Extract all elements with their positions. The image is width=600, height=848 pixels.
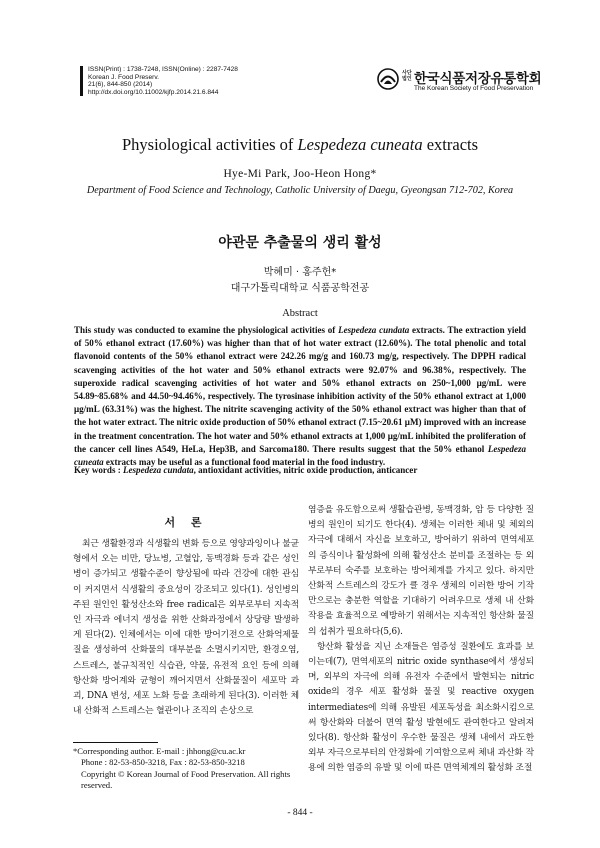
introduction-heading: 서 론 bbox=[164, 516, 208, 529]
society-name-kr: 한국식품저장유통학회 bbox=[414, 71, 542, 87]
body-column-right bbox=[308, 503, 534, 777]
volume-line: 21(6), 844-850 (2014) bbox=[88, 81, 153, 89]
korean-authors: 박혜미 · 홍주헌* bbox=[263, 267, 337, 278]
keywords: Key words : Lespedeza cundata, antioxidant activities, nitric oxide production, anticancer bbox=[74, 465, 418, 475]
paper-title: Physiological activities of Lespedeza cuneata extracts bbox=[121, 135, 479, 154]
intro-paragraph: 최근 생활환경과 식생활의 변화 등으로 영양과잉이나 불균형에서 오는 비만, 당뇨병, 고혈압, 동맥경화 등과 같은 성인병이 증가되고 생활수준이 향상됨에 따라 건강에 대한 관심이 커지면서 식생활의 중요성이 강조되고 있다(1). 성인병의 주된 원인인 활성산소와 free radical은 외부로부터 지속적인 자극과 에너지 생성을 위한 산화과정에서 상당량 발생하게 된다(2). 인체에서는 이에 대한 방어기전으로 산화억제물질을 생성하여 산화물의 대부분을 소멸시키지만, 환경오염, 스트레스, 불규칙적인 식습관, 약물, 유전적 요인 등에 의해 항산화 방어계와 균형이 깨어지면서 산화물질이 세포막 과괴, DNA 변성, 세포 노화 등을 초래하게 된다(3). 이러한 체내 산화적 스트레스는 혈관이나 조직의 손상으로 bbox=[73, 539, 299, 717]
header-bar bbox=[80, 66, 83, 96]
title-species: Lespedeza cuneata bbox=[297, 135, 423, 154]
contact-phone: Phone : 82-53-850-3218, Fax : 82-53-850-3218 bbox=[81, 757, 245, 768]
intro-paragraph: 염증을 유도함으로써 생활습관병, 동맥경화, 암 등 다양한 질병의 원인이 되기도 한다(4). 생체는 이러한 체내 및 체외의 자극에 대해서 자신을 보호하고, 방어하기 위하여 면역세포의 증식이나 활성화에 의해 활성산소 분비를 조절하는 등 외부로부터 숙주를 보호하는 방어체계를 가지고 있다. 하지만 산화적 스트레스의 강도가 클 경우 생체의 이러한 방어 기작만으로는 충분한 역할을 기대하기 어려우므로 생체 내 산화 작용을 효율적으로 예방하기 위해서는 지속적인 항산화 물질의 섭취가 필요하다(5,6). bbox=[308, 505, 534, 637]
logo-small-text: 사단법인 bbox=[402, 70, 412, 82]
abstract-heading: Abstract bbox=[282, 308, 318, 319]
corresponding-author: *Corresponding author. E-mail : jhhong@cu.ac.kr bbox=[73, 746, 246, 756]
korean-title: 야관문 추출물의 생리 활성 bbox=[218, 235, 382, 251]
authors: Hye-Mi Park, Joo-Heon Hong* bbox=[223, 168, 377, 180]
copyright: Copyright © Korean Journal of Food Preservation. All rights reserved. bbox=[81, 768, 291, 791]
footnote bbox=[73, 746, 299, 792]
abstract-body: This study was conducted to examine the physiological activities of Lespedeza cundata extracts. The extraction yield of 50% ethanol extract (17.60%) was higher than that of hot water extract (12.60%). The total phenolic and total flavonoid contents of the 50% ethanol extract were 242.26 mg/g and 160.73 mg/g, respectively. The DPPH radical scavenging activities of the hot water and 50% ethanol extracts were 92.07% and 96.38%, respectively. The superoxide radical scavenging activities of hot water and 50% ethanol extracts on 250~1,000 μg/mL were 54.89~85.68% and 44.50~94.46%, respectively. The tyrosinase inhibition activity of the 50% ethanol extract at 1,000 μg/mL (63.31%) was the highest. The nitrite scavenging activity of the 50% ethanol extract was higher than that of the hot water extract. The nitric oxide production of 50% ethanol extract (7.15~20.61 μM) improved with an increase in the treatment concentration. The hot water and 50% ethanol extracts at 1,000 μg/mL inhibited the proliferation of the cancer cell lines A549, HeLa, Hep3B, and Sarcoma180. There results suggest that the 50% ethanol Lespedeza cuneata extracts may be useful as a functional food material in the food industry. bbox=[74, 325, 526, 468]
issn-line: ISSN(Print) : 1738-7248, ISSN(Online) : 2287-7428 bbox=[88, 66, 238, 73]
journal-header bbox=[88, 66, 238, 96]
body-column-left bbox=[73, 537, 299, 719]
doi-link[interactable]: http://dx.doi.org/10.11002/kjfp.2014.21.6.844 bbox=[88, 88, 219, 96]
society-logo bbox=[376, 66, 556, 96]
affiliation: Department of Food Science and Technology, Catholic University of Daegu, Gyeongsan 712-702, Korea bbox=[86, 185, 514, 196]
footnote-divider bbox=[73, 742, 158, 743]
intro-paragraph: 항산화 활성을 지닌 소재들은 염증성 질환에도 효과를 보이는데(7), 면역세포의 nitric oxide synthase에서 생성되며, 외부의 자극에 의해 유전자 수준에서 발현되는 nitric oxide의 경우 세포 활성화 물질 및 reactive oxygen intermediates에 의해 유발된 세포독성을 최소화시킴으로써 항산화와 더불어 면역 활성 발현에도 관여한다고 알려져 있다(8). 항산화 활성이 우수한 물질은 생체 내에서 과도한 외부 자극으로부터의 안정화에 기여함으로써 체내 과산화 작용에 의한 염증의 유발 및 이에 따른 면역체계의 활성화 조절 bbox=[308, 641, 534, 774]
society-emblem-icon bbox=[376, 68, 400, 90]
korean-affiliation: 대구가톨릭대학교 식품공학전공 bbox=[230, 283, 370, 294]
society-name-en: The Korean Society of Food Preservation bbox=[414, 85, 534, 92]
page-number: - 844 - bbox=[287, 808, 313, 818]
journal-name: Korean J. Food Preserv. bbox=[88, 73, 159, 81]
